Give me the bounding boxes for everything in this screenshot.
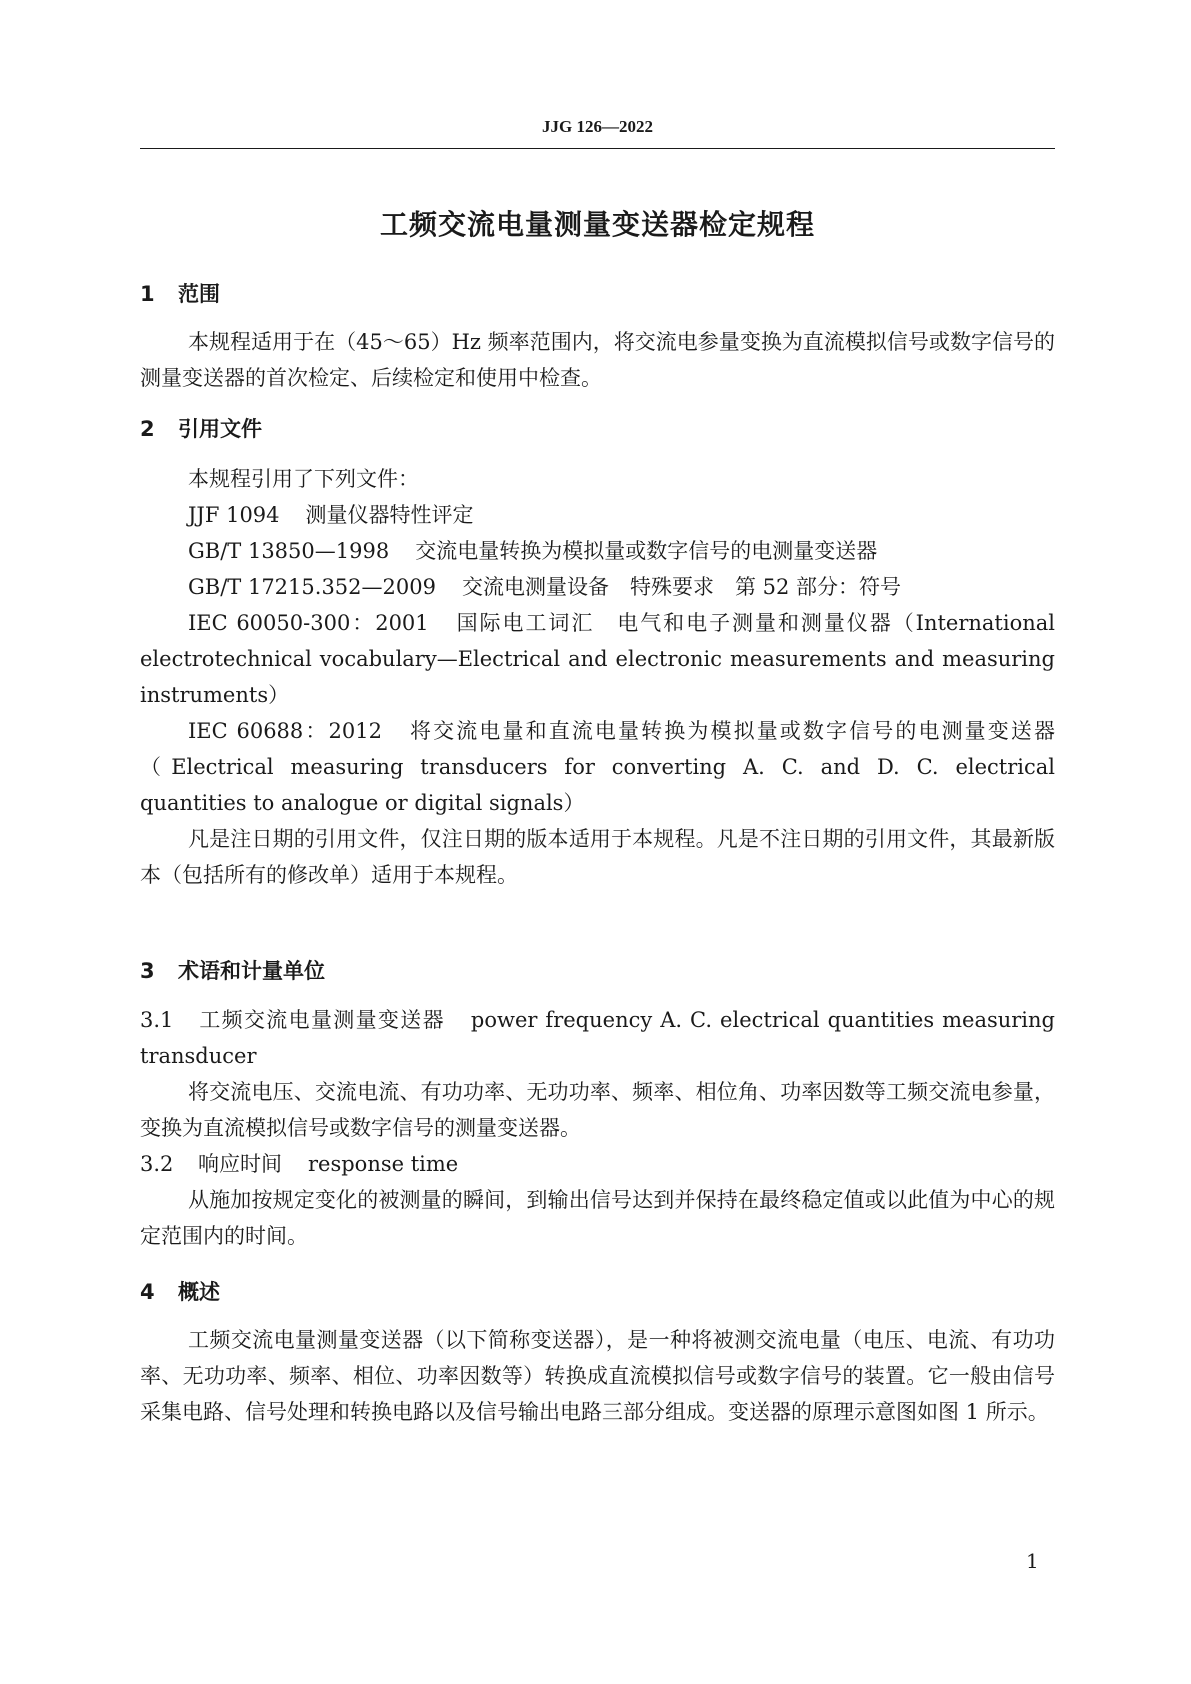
section-1-paragraph: 本规程适用于在（45～65）Hz 频率范围内，将交流电参量变换为直流模拟信号或数字信号的测量变送器的首次检定、后续检定和使用中检查。 <box>140 330 1055 390</box>
reference-item <box>140 713 1055 821</box>
section-title: 范围 <box>178 282 220 306</box>
section-number: 3 <box>140 959 155 983</box>
section-title: 概述 <box>178 1280 220 1304</box>
term-number: 3.1 <box>140 1008 174 1032</box>
term-entry-3-1 <box>140 1002 1055 1074</box>
reference-item <box>140 605 1055 713</box>
page-number: 1 <box>1026 1549 1039 1573</box>
reference-code: GB/T 13850—1998 <box>188 539 390 563</box>
reference-title: 将交流电量和直流电量转换为模拟量或数字信号的电测量变送器（Electrical measuring transducers for converting A. C. and D. C. electrical quantities to analogue or digital signals） <box>140 719 1055 815</box>
reference-code: IEC 60050-300：2001 <box>188 611 429 635</box>
reference-item <box>140 497 1055 533</box>
term-en: response time <box>308 1152 459 1176</box>
reference-item <box>140 569 1055 605</box>
term-en: power frequency A. C. electrical quantities measuring transducer <box>140 1008 1055 1068</box>
section-number: 1 <box>140 282 155 306</box>
term-number: 3.2 <box>140 1152 174 1176</box>
reference-title: 交流电测量设备 特殊要求 第 52 部分：符号 <box>461 575 902 599</box>
references-note: 凡是注日期的引用文件，仅注日期的版本适用于本规程。凡是不注日期的引用文件，其最新版本（包括所有的修改单）适用于本规程。 <box>140 827 1055 887</box>
section-4-heading <box>140 1276 1055 1306</box>
section-1-heading <box>140 278 1055 308</box>
term-zh: 工频交流电量测量变送器 <box>198 1008 445 1032</box>
references-intro: 本规程引用了下列文件： <box>188 467 419 491</box>
references-block <box>140 461 1055 893</box>
section-2-heading <box>140 413 1055 443</box>
term-definition: 将交流电压、交流电流、有功功率、无功功率、频率、相位角、功率因数等工频交流电参量，变换为直流模拟信号或数字信号的测量变送器。 <box>140 1080 1055 1140</box>
header-rule <box>140 148 1055 149</box>
document-code-header: JJG 126—2022 <box>542 117 653 136</box>
reference-code: IEC 60688：2012 <box>188 719 382 743</box>
reference-title: 交流电量转换为模拟量或数字信号的电测量变送器 <box>415 539 878 563</box>
section-title: 引用文件 <box>178 417 262 441</box>
term-entry-3-2 <box>140 1146 1055 1182</box>
reference-code: GB/T 17215.352—2009 <box>188 575 436 599</box>
section-3-heading <box>140 955 1055 985</box>
page-title: 工频交流电量测量变送器检定规程 <box>379 208 815 241</box>
reference-code: JJF 1094 <box>188 503 280 527</box>
term-zh: 响应时间 <box>198 1152 282 1176</box>
reference-title: 测量仪器特性评定 <box>305 503 474 527</box>
term-definition: 从施加按规定变化的被测量的瞬间，到输出信号达到并保持在最终稳定值或以此值为中心的规定范围内的时间。 <box>140 1188 1055 1248</box>
reference-title: 国际电工词汇 电气和电子测量和测量仪器（International electrotechnical vocabulary—Electrical and electronic measurements and measuring instruments） <box>140 611 1055 707</box>
section-4-paragraph: 工频交流电量测量变送器（以下简称变送器），是一种将被测交流电量（电压、电流、有功功率、无功功率、频率、相位、功率因数等）转换成直流模拟信号或数字信号的装置。它一般由信号采集电路、信号处理和转换电路以及信号输出电路三部分组成。变送器的原理示意图如图 1 所示。 <box>140 1328 1055 1424</box>
section-number: 4 <box>140 1280 155 1304</box>
section-number: 2 <box>140 417 155 441</box>
reference-item <box>140 533 1055 569</box>
section-title: 术语和计量单位 <box>178 959 325 983</box>
terms-block <box>140 1002 1055 1254</box>
